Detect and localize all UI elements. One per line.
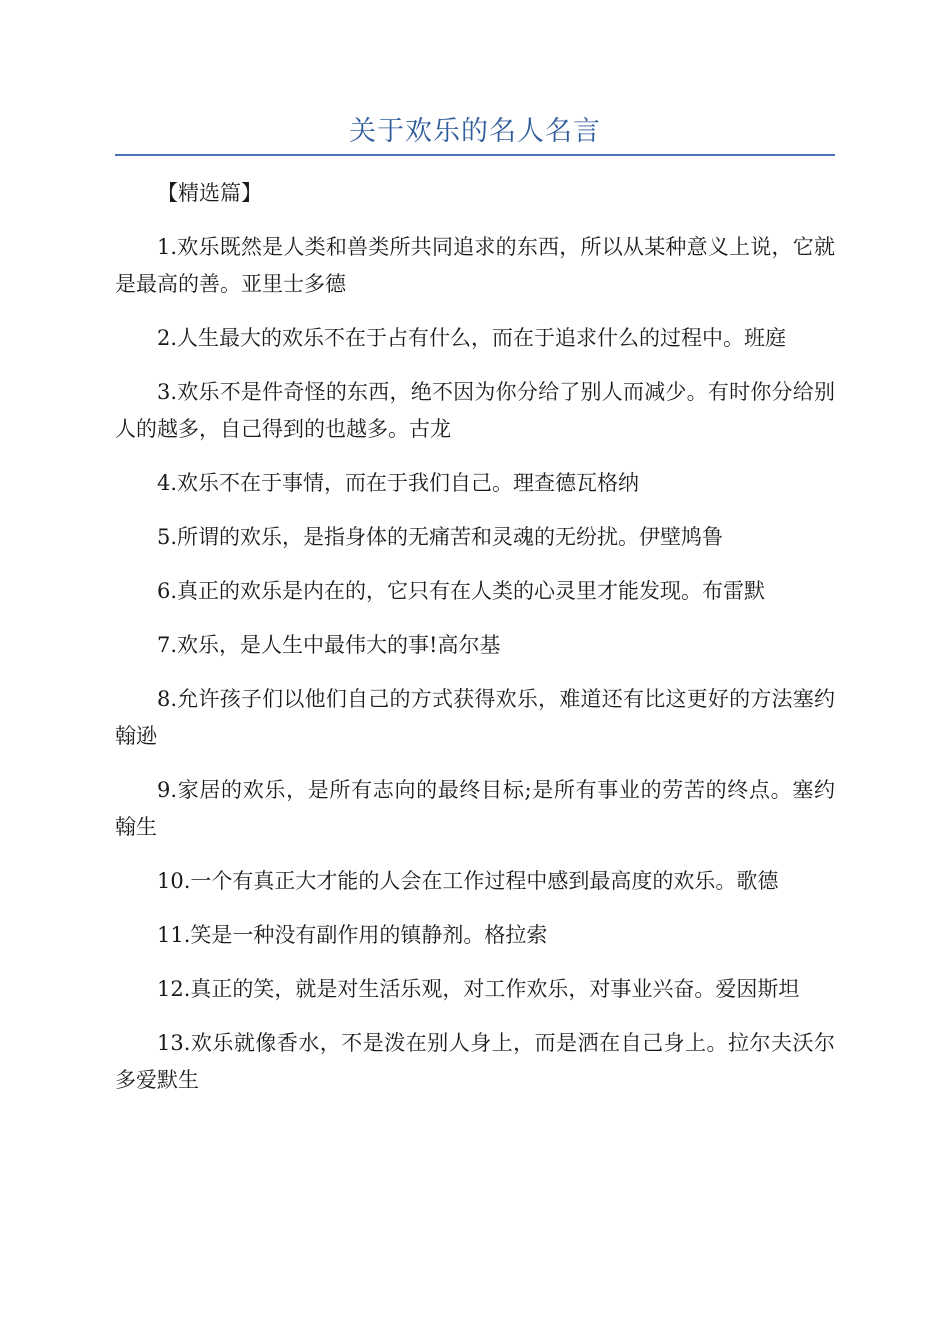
quote-item: 13.欢乐就像香水，不是泼在别人身上，而是洒在自己身上。拉尔夫沃尔多爱默生 [115, 1031, 835, 1092]
quote-item: 6.真正的欢乐是内在的，它只有在人类的心灵里才能发现。布雷默 [157, 579, 766, 603]
quote-item: 11.笑是一种没有副作用的镇静剂。格拉索 [157, 923, 548, 947]
page-title: 关于欢乐的名人名言 [349, 116, 601, 147]
quote-item: 3.欢乐不是件奇怪的东西，绝不因为你分给了别人而减少。有时你分给别人的越多，自己得到的也越多。古龙 [115, 380, 835, 441]
quote-item: 9.家居的欢乐，是所有志向的最终目标;是所有事业的劳苦的终点。塞约翰生 [115, 778, 835, 839]
quote-item: 12.真正的笑，就是对生活乐观，对工作欢乐，对事业兴奋。爱因斯坦 [157, 977, 800, 1001]
document-body [115, 175, 835, 1116]
quote-item: 2.人生最大的欢乐不在于占有什么，而在于追求什么的过程中。班庭 [157, 326, 787, 350]
quote-item: 8.允许孩子们以他们自己的方式获得欢乐，难道还有比这更好的方法塞约翰逊 [115, 687, 835, 748]
quote-item: 1.欢乐既然是人类和兽类所共同追求的东西，所以从某种意义上说，它就是最高的善。亚里士多德 [115, 235, 835, 296]
quote-item: 10.一个有真正大才能的人会在工作过程中感到最高度的欢乐。歌德 [157, 869, 779, 893]
quote-item: 7.欢乐，是人生中最伟大的事!高尔基 [157, 633, 501, 657]
quote-item: 5.所谓的欢乐，是指身体的无痛苦和灵魂的无纷扰。伊壁鸠鲁 [157, 525, 724, 549]
section-label: 【精选篇】 [157, 181, 262, 205]
title-underline [115, 154, 835, 156]
quote-item: 4.欢乐不在于事情，而在于我们自己。理查德瓦格纳 [157, 471, 640, 495]
